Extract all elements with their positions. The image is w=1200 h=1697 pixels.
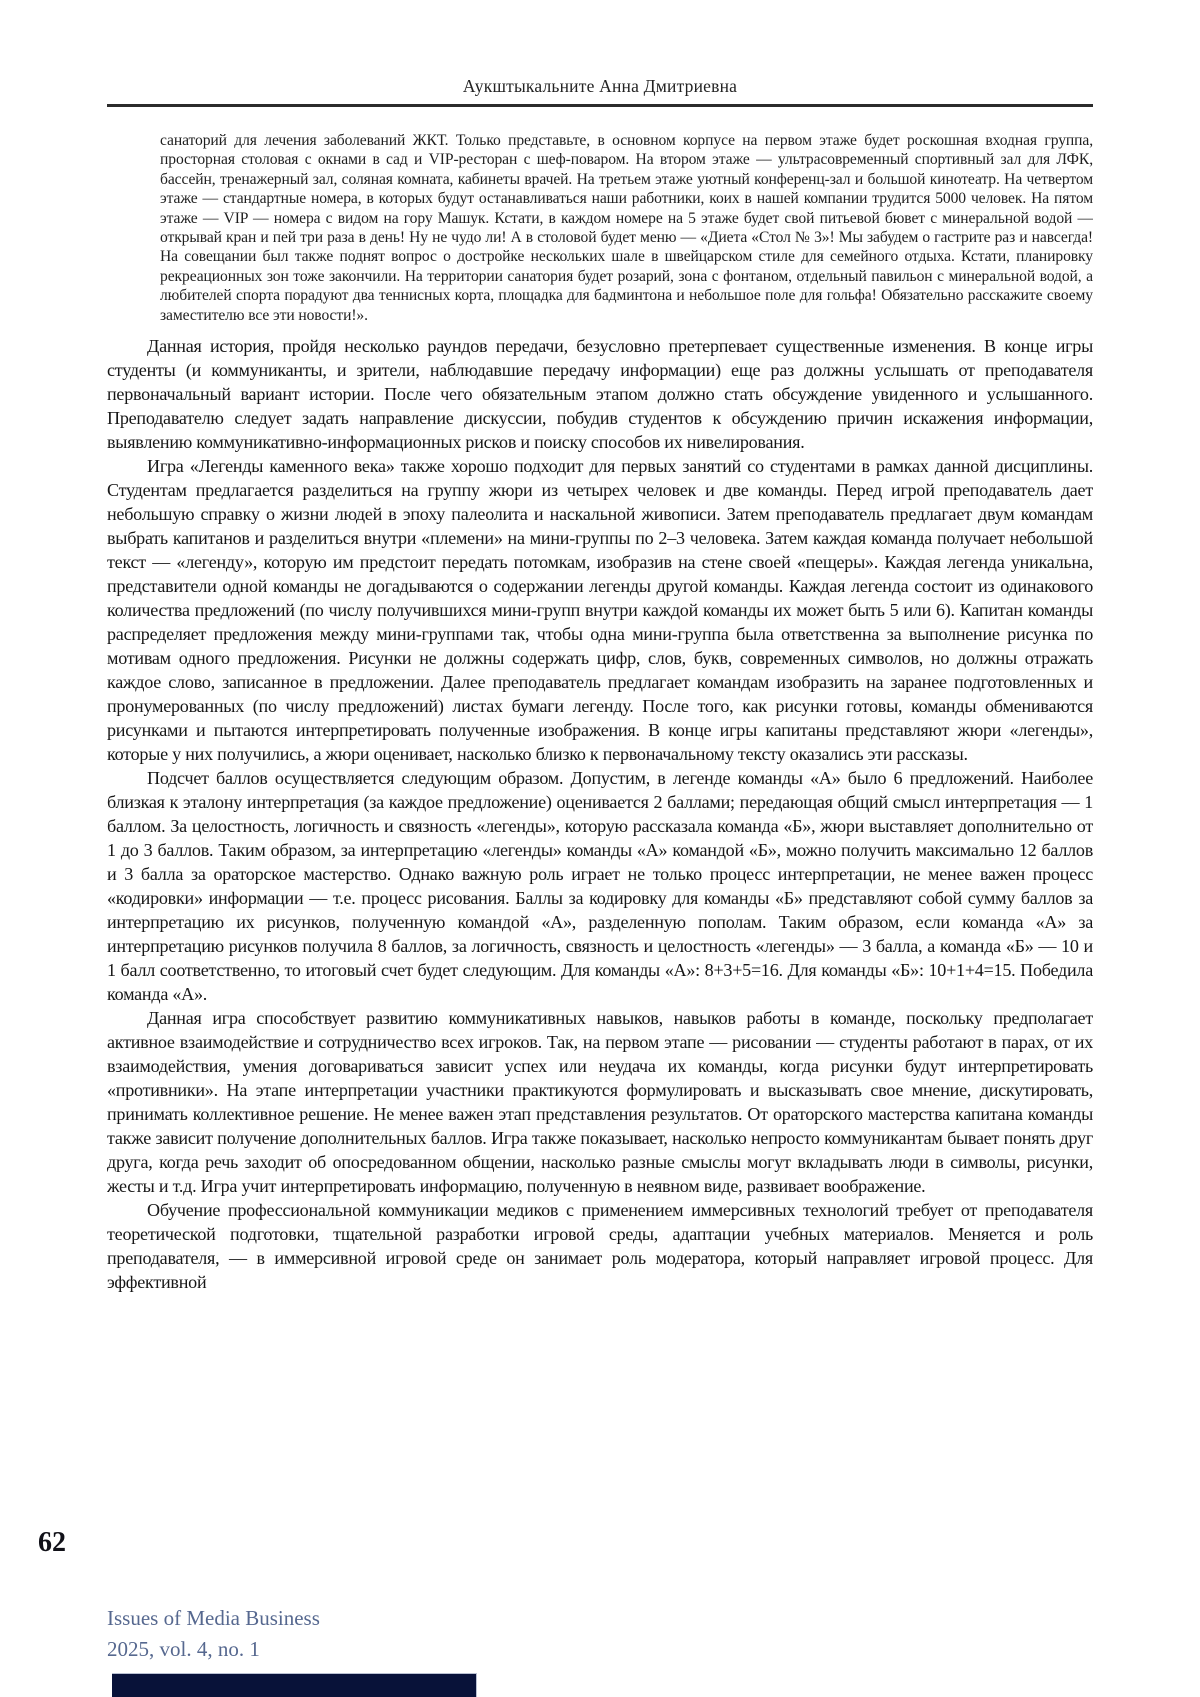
paragraph-2: Игра «Легенды каменного века» также хорошо подходит для первых занятий со студентами в рамках данной дисциплины. Студентам предлагается разделиться на группу жюри из четырех человек и две команды. Перед игрой преподаватель дает небольшую справку о жизни людей в эпоху палеолита и наскальной живописи. Затем преподаватель предлагает двум командам выбрать капитанов и разделиться внутри «племени» на мини-группы по 2–3 человека. Затем каждая команда получает небольшой текст — «легенду», которую им предстоит передать потомкам, изобразив на стене своей «пещеры». Каждая легенда уникальна, представители одной команды не догадываются о содержании легенды другой команды. Каждая легенда состоит из одинакового количества предложений (по числу получившихся мини-групп внутри каждой команды их может быть 5 или 6). Капитан команды распределяет предложения между мини-группами так, чтобы одна мини-группа была ответственна за выполнение рисунка по мотивам одного предложения. Рисунки не должны содержать цифр, слов, букв, современных символов, но должны отражать каждое слово, записанное в предложении. Далее преподаватель предлагает командам изобразить на заранее подготовленных и пронумерованных (по числу предложений) листах бумаги легенду. После того, как рисунки готовы, команды обмениваются рисунками и пытаются интерпретировать полученные изображения. В конце игры капитаны представляют жюри «легенды», которые у них получились, а жюри оценивает, насколько близко к первоначальному тексту оказались эти рассказы.: [107, 456, 1093, 765]
header-rule: [107, 104, 1093, 107]
paragraph-5: Обучение профессиональной коммуникации медиков с применением иммерсивных технологий требует от преподавателя теоретической подготовки, тщательной разработки игровой среды, адаптации учебных материалов. Меняется и роль преподавателя, — в иммерсивной игровой среде он занимает роль модератора, который направляет игровой процесс. Для эффективной: [107, 1200, 1093, 1293]
journal-footer: [107, 1603, 320, 1665]
paragraph-1: Данная история, пройдя несколько раундов передачи, безусловно претерпевает существенные изменения. В конце игры студенты (и коммуниканты, и зрители, наблюдавшие передачу информации) еще раз должны услышать от преподавателя первоначальный вариант истории. После чего обязательным этапом должно стать обсуждение увиденного и услышанного. Преподавателю следует задать направление дискуссии, побудив студентов к обсуждению причин искажения информации, выявлению коммуникативно-информационных рисков и поиску способов их нивелирования.: [107, 336, 1093, 453]
paragraph-3: Подсчет баллов осуществляется следующим образом. Допустим, в легенде команды «А» было 6 предложений. Наиболее близкая к эталону интерпретация (за каждое предложение) оценивается 2 баллами; передающая общий смысл интерпретация — 1 баллом. За целостность, логичность и связность «легенды», которую рассказала команда «Б», жюри выставляет дополнительно от 1 до 3 баллов. Таким образом, за интерпретацию «легенды» команды «А» командой «Б», можно получить максимально 12 баллов и 3 балла за ораторское мастерство. Однако важную роль играет не только процесс интерпретации, не менее важен процесс «кодировки» информации — т.е. процесс рисования. Баллы за кодировку для команды «Б» представляют собой сумму баллов за интерпретацию их рисунков, полученную командой «А», разделенную пополам. Таким образом, если команда «А» за интерпретацию рисунков получила 8 баллов, за логичность, связность и целостность «легенды» — 3 балла, а команда «Б» — 10 и 1 балл соответственно, то итоговый счет будет следующим. Для команды «А»: 8+3+5=16. Для команды «Б»: 10+1+4=15. Победила команда «А».: [107, 768, 1093, 1005]
journal-issue: 2025, vol. 4, no. 1: [107, 1637, 260, 1661]
page-body: [107, 131, 1093, 1605]
footer-accent-bar: [112, 1673, 477, 1697]
running-head-author: Аукштыкальните Анна Дмитриевна: [462, 76, 738, 96]
block-quote: санаторий для лечения заболеваний ЖКТ. Только представьте, в основном корпусе на первом этаже будет роскошная входная группа, просторная столовая с окнами в сад и VIP-ресторан с шеф-поваром. На втором этаже — ультрасовременный спортивный зал для ЛФК, бассейн, тренажерный зал, соляная комната, кабинеты врачей. На третьем этаже уютный конференц-зал и большой кинотеатр. На четвертом этаже — стандартные номера, в которых будут останавливаться наши работники, коих в нашей компании трудится 5000 человек. На пятом этаже — VIP — номера с видом на гору Машук. Кстати, в каждом номере на 5 этаже будет свой питьевой бювет с минеральной водой — открывай кран и пей три раза в день! Ну не чудо ли! А в столовой будет меню — «Диета «Стол № 3»! Мы забудем о гастрите раз и навсегда! На совещании был также поднят вопрос о достройке нескольких шале в швейцарском стиле для семейного отдыха. Кстати, планировку рекреационных зон тоже закончили. На территории санатория будет розарий, зона с фонтаном, отдельный павильон с минеральной водой, а любителей спорта порадуют два теннисных корта, площадка для бадминтона и небольшое поле для гольфа! Обязательно расскажите своему заместителю все эти новости!».: [160, 132, 1093, 324]
page-number: 62: [38, 1527, 66, 1558]
paragraph-4: Данная игра способствует развитию коммуникативных навыков, навыков работы в команде, поскольку предполагает активное взаимодействие и сотрудничество всех игроков. Так, на первом этапе — рисовании — студенты работают в парах, от их взаимодействия, умения договариваться зависит успех или неудача их команды, когда рисунки будут интерпретировать «противники». На этапе интерпретации участники практикуются формулировать и высказывать свое мнение, дискутировать, принимать коллективное решение. Не менее важен этап представления результатов. От ораторского мастерства капитана команды также зависит получение дополнительных баллов. Игра также показывает, насколько непросто коммуникантам бывает понять друг друга, когда речь заходит об опосредованном общении, насколько разные смыслы могут вкладывать люди в символы, рисунки, жесты и т.д. Игра учит интерпретировать информацию, полученную в неявном виде, развивает воображение.: [107, 1008, 1093, 1197]
journal-title: Issues of Media Business: [107, 1606, 320, 1630]
